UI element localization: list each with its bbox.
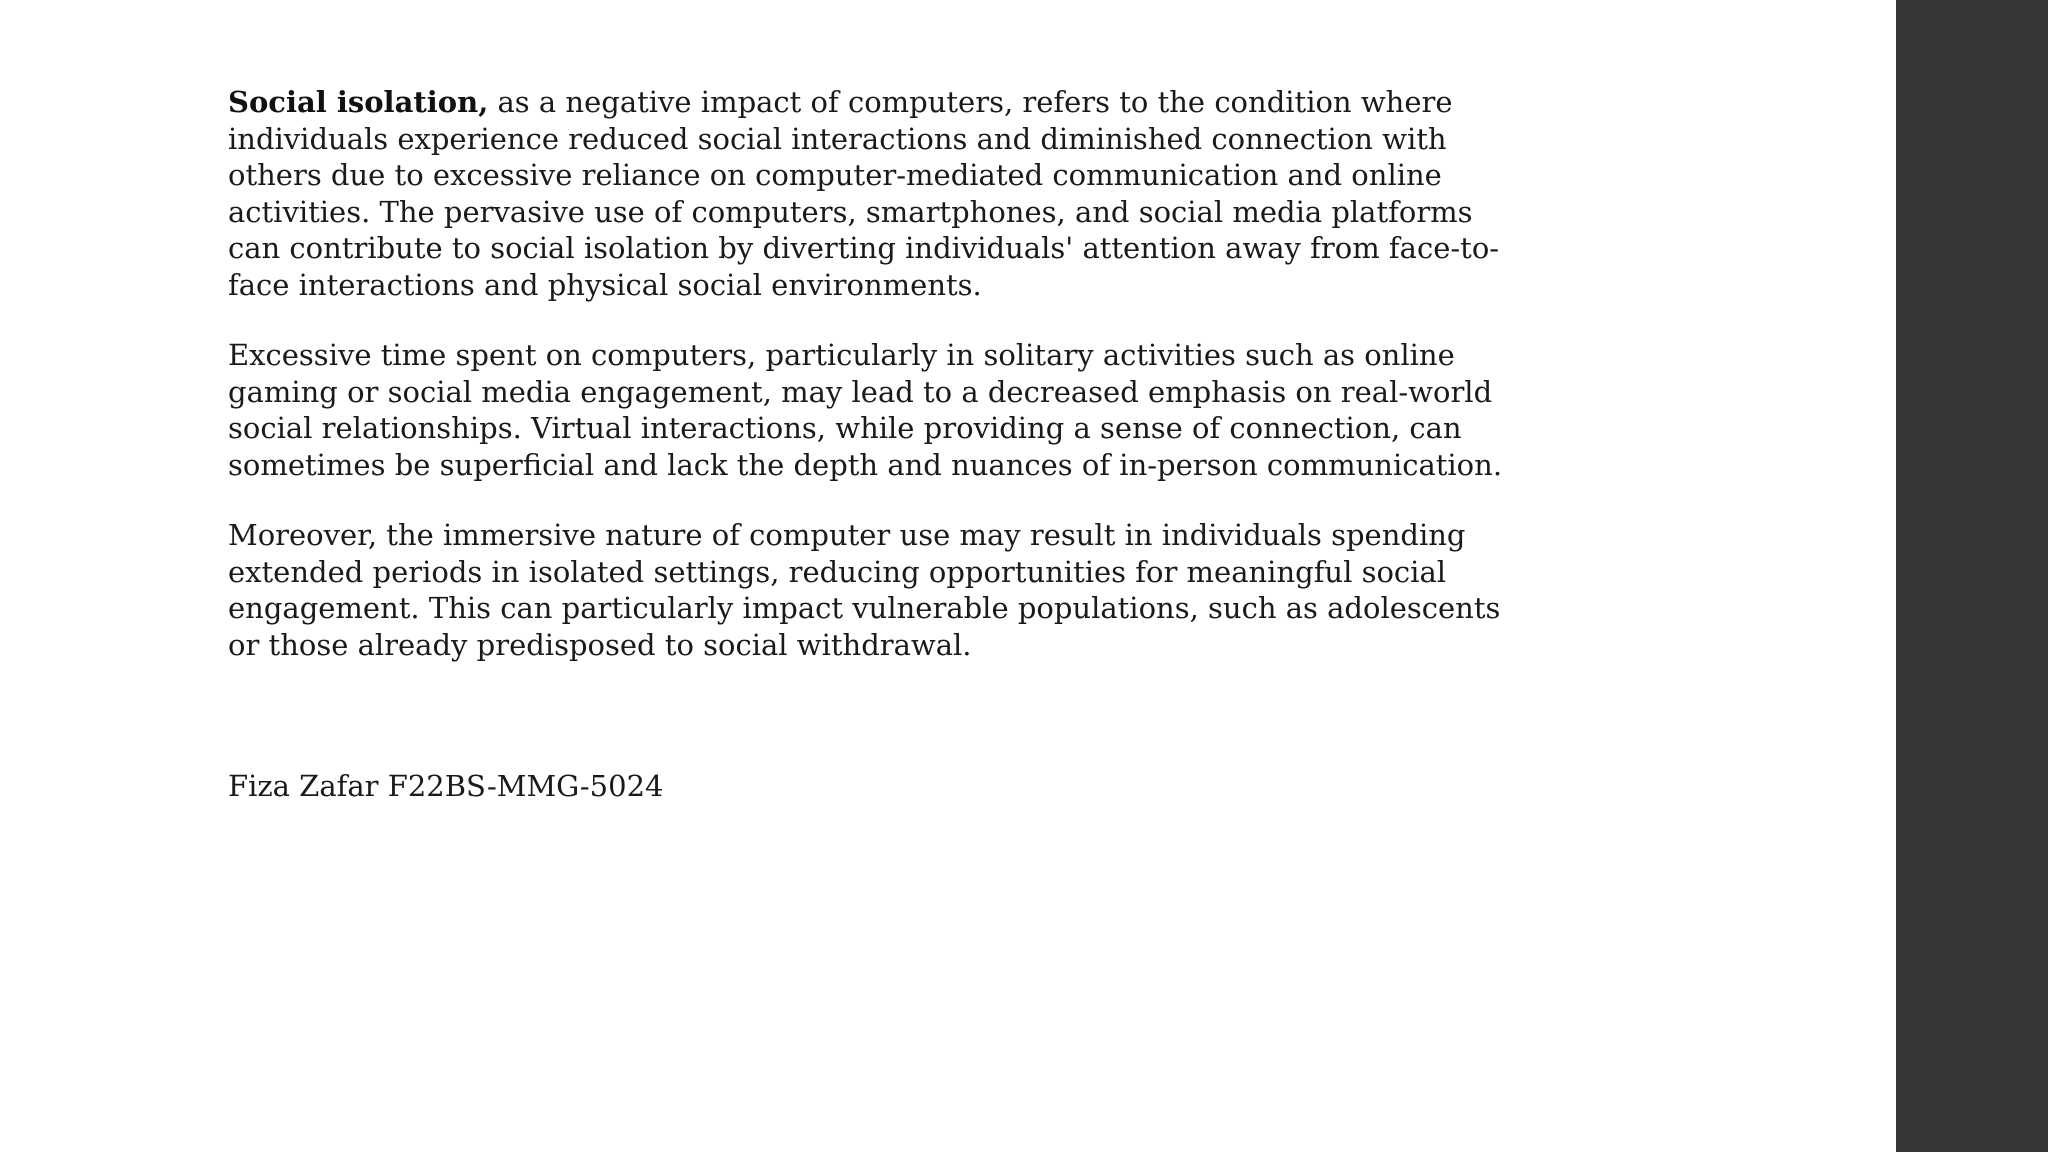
paragraph-text: Excessive time spent on computers, particularly in solitary activities such as online gaming or social media engagement, may lead to a decreased emphasis on real-world social relationships. Virtual interactions, while providing a sense of connection, can sometimes be superficial and lack the depth and nuances of in-person communication. — [228, 338, 1503, 482]
paragraph-lead-term: Social isolation, — [228, 85, 489, 119]
paragraph-social-isolation — [228, 84, 1528, 303]
paragraph-excessive-time — [228, 337, 1528, 483]
paragraph-immersive-nature — [228, 517, 1528, 663]
paragraph-text: Moreover, the immersive nature of computer use may result in individuals spending extended periods in isolated settings, reducing opportunities for meaningful social engagement. This can particularly impact vulnerable populations, such as adolescents or those already predisposed to social withdrawal. — [228, 518, 1501, 662]
slide-text-body — [228, 84, 1528, 805]
side-accent-bar — [1896, 0, 2048, 1152]
paragraph-text: as a negative impact of computers, refers to the condition where individuals experience reduced social interactions and diminished connection with others due to excessive reliance on computer-mediated communication and online activities. The pervasive use of computers, smartphones, and social media platforms can contribute to social isolation by diverting individuals' attention away from face-to- face interactions and physical social environments. — [228, 85, 1500, 302]
author-credit: Fiza Zafar F22BS-MMG-5024 — [228, 769, 664, 803]
